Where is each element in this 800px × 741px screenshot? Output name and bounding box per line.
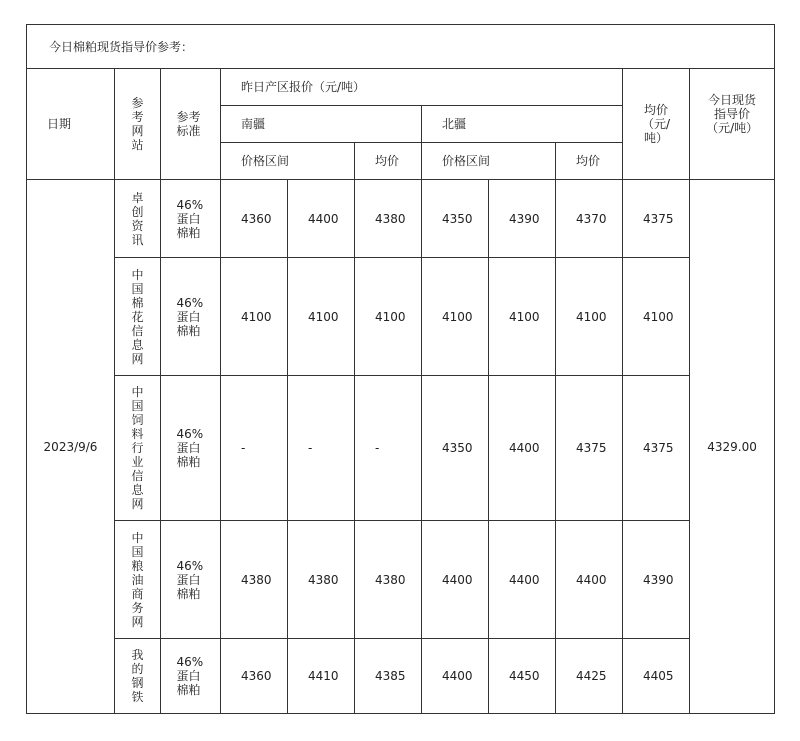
site-cell: 中国棉花信息网 [115,258,161,376]
row-avg: 4405 [623,639,690,714]
header-today-price: 今日现货指导价（元/吨） [690,69,775,180]
standard-cell: 46%蛋白棉粕 [161,376,221,521]
south-avg: 4385 [355,639,422,714]
south-high: - [288,376,355,521]
south-low: 4100 [221,258,288,376]
site-cell: 卓创资讯 [115,180,161,258]
north-high: 4390 [489,180,556,258]
header-south-range: 价格区间 [221,143,355,180]
price-table [26,24,775,714]
header-standard: 参考标准 [161,69,221,180]
north-high: 4450 [489,639,556,714]
row-avg: 4100 [623,258,690,376]
south-low: 4360 [221,639,288,714]
row-avg: 4390 [623,521,690,639]
north-low: 4400 [422,639,489,714]
date-cell: 2023/9/6 [27,180,115,714]
header-row-1 [27,69,775,106]
table-row [27,376,775,521]
standard-cell: 46%蛋白棉粕 [161,639,221,714]
north-high: 4400 [489,521,556,639]
header-yesterday: 昨日产区报价（元/吨） [221,69,623,106]
north-high: 4100 [489,258,556,376]
north-avg: 4400 [556,521,623,639]
header-south-avg: 均价 [355,143,422,180]
header-north: 北疆 [422,106,623,143]
header-north-avg: 均价 [556,143,623,180]
standard-cell: 46%蛋白棉粕 [161,180,221,258]
south-high: 4400 [288,180,355,258]
north-low: 4350 [422,180,489,258]
header-date: 日期 [27,69,115,180]
north-low: 4350 [422,376,489,521]
title-row [27,25,775,69]
row-avg: 4375 [623,376,690,521]
south-avg: 4100 [355,258,422,376]
south-avg: 4380 [355,521,422,639]
table-title: 今日棉粕现货指导价参考： [27,25,775,69]
south-high: 4410 [288,639,355,714]
north-avg: 4425 [556,639,623,714]
row-avg: 4375 [623,180,690,258]
south-low: - [221,376,288,521]
table-row [27,180,775,258]
site-cell: 中国饲料行业信息网 [115,376,161,521]
north-avg: 4370 [556,180,623,258]
standard-cell: 46%蛋白棉粕 [161,521,221,639]
south-high: 4100 [288,258,355,376]
header-south: 南疆 [221,106,422,143]
site-cell: 我的钢铁 [115,639,161,714]
south-high: 4380 [288,521,355,639]
north-avg: 4375 [556,376,623,521]
south-avg: 4380 [355,180,422,258]
south-low: 4360 [221,180,288,258]
table-row [27,258,775,376]
south-avg: - [355,376,422,521]
north-low: 4100 [422,258,489,376]
header-north-range: 价格区间 [422,143,556,180]
header-site: 参考网站 [115,69,161,180]
table-row [27,521,775,639]
north-avg: 4100 [556,258,623,376]
site-cell: 中国粮油商务网 [115,521,161,639]
table-row [27,639,775,714]
today-price-cell: 4329.00 [690,180,775,714]
north-high: 4400 [489,376,556,521]
header-overall-avg: 均价（元/吨） [623,69,690,180]
south-low: 4380 [221,521,288,639]
standard-cell: 46%蛋白棉粕 [161,258,221,376]
north-low: 4400 [422,521,489,639]
